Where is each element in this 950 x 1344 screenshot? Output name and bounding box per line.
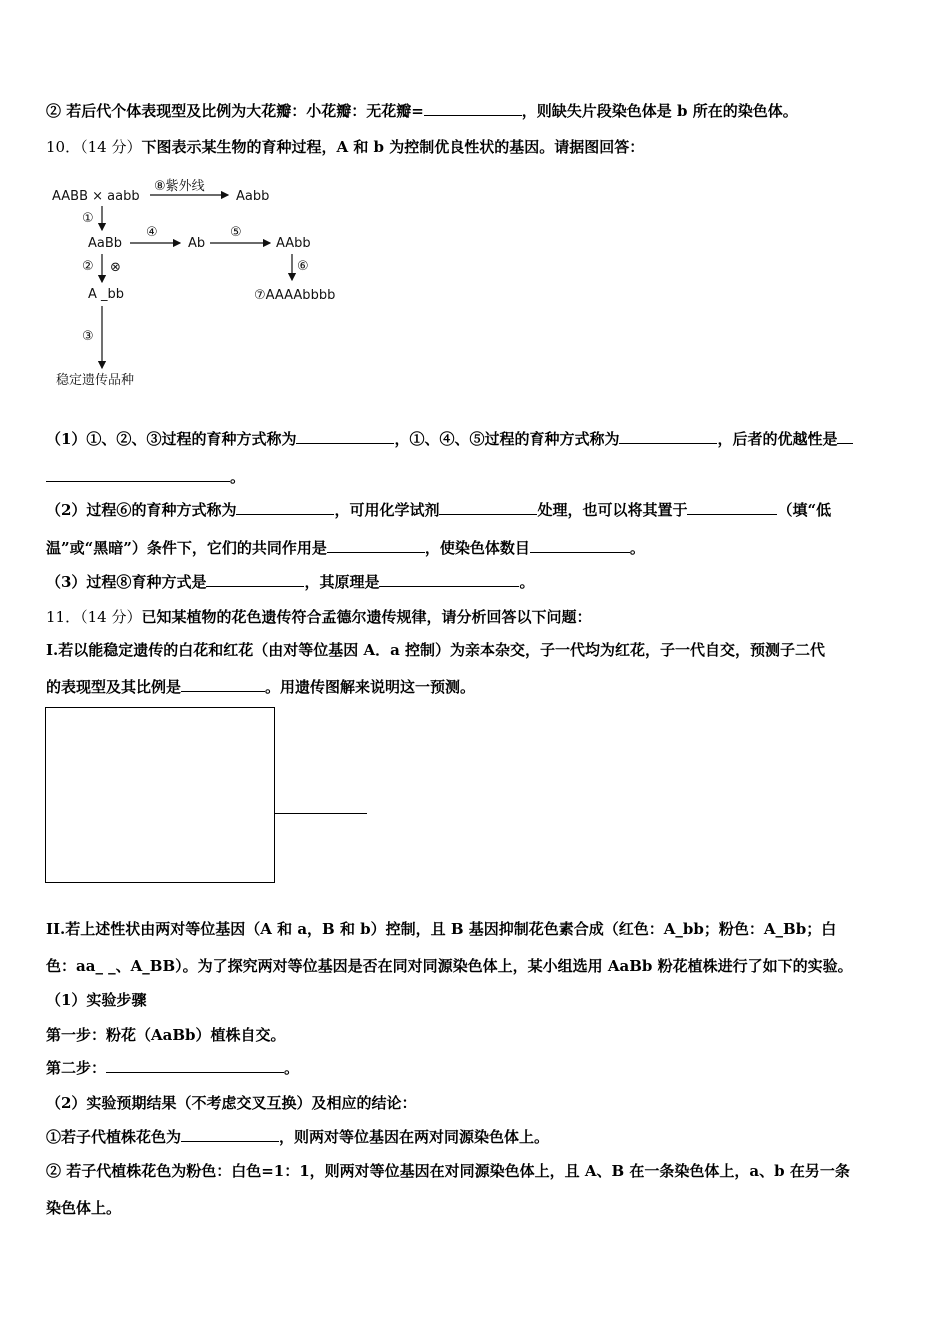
q11-part-ii-line2: 色：aa_ _、A_BB）。为了探究两对等位基因是否在同对同源染色体上，某小组选用 AaBb 粉花植株进行了如下的实验。 (46, 957, 853, 975)
stable-variety: 稳定遗传品种 (56, 373, 135, 388)
tetraploid-genotype: ⑦AAAAbbbb (254, 288, 336, 303)
blank[interactable] (439, 500, 537, 515)
q11-part-i-line1: I.若以能稳定遗传的白花和红花（由对等位基因 A．a 控制）为亲本杂交，子一代均为红花，子一代自交，预测子二代 (46, 641, 826, 659)
results-title: （2）实验预期结果（不考虑交叉互换）及相应的结论： (46, 1094, 417, 1112)
blank[interactable] (296, 429, 394, 444)
f2-genotype: A _bb (88, 287, 125, 302)
q11-part-ii-line1: II.若上述性状由两对等位基因（A 和 a，B 和 b）控制，且 B 基因抑制花色素合成（红色：A_bb；粉色：A_Bb；白 (46, 920, 837, 938)
q10-part1-line2: 。 (46, 467, 245, 487)
parent-cross: AABB × aabb (52, 189, 140, 204)
blank[interactable] (206, 572, 304, 587)
step-two: 第二步： 。 (46, 1059, 300, 1077)
q10-part2-line1: （2）过程⑥的育种方式称为 ，可用化学试剂 处理，也可以将其置于 （填“低 (46, 501, 832, 519)
f1-genotype: AaBb (88, 236, 123, 251)
blank[interactable] (530, 538, 630, 553)
step-4: ④ (146, 225, 158, 240)
step-6: ⑥ (297, 259, 309, 274)
genetic-diagram-answer-box[interactable] (45, 707, 275, 883)
uv-label: ⑧紫外线 (154, 179, 205, 194)
step-5: ⑤ (230, 225, 242, 240)
homozygous-genotype: AAbb (276, 236, 311, 251)
blank[interactable] (181, 1127, 279, 1142)
blank[interactable] (687, 500, 777, 515)
blank[interactable] (236, 500, 334, 515)
blank[interactable] (106, 1058, 284, 1073)
result-2-line1: ② 若子代植株花色为粉色：白色=1：1，则两对等位基因在对同源染色体上，且 A、B 在一条染色体上，a、b 在另一条 (46, 1162, 850, 1180)
question-11-heading: 11．（14 分）已知某植物的花色遗传符合孟德尔遗传规律，请分析回答以下问题： (46, 608, 592, 626)
q10-part1-line1: （1）①、②、③过程的育种方式称为 ，①、④、⑤过程的育种方式称为 ，后者的优越性是 (46, 429, 853, 449)
steps-title: （1）实验步骤 (46, 991, 147, 1009)
question-10-heading: 10．（14 分）下图表示某生物的育种过程，A 和 b 为控制优良性状的基因。请据图回答： (46, 138, 645, 156)
q11-part-i-line2: 的表现型及其比例是 。用遗传图解来说明这一预测。 (46, 678, 476, 696)
blank[interactable] (46, 467, 230, 482)
blank[interactable] (181, 677, 265, 692)
step-1: ① (82, 211, 94, 226)
blank[interactable] (379, 572, 519, 587)
blank[interactable] (424, 101, 522, 116)
q10-part2-line2: 温”或“黑暗”）条件下，它们的共同作用是 ，使染色体数目 。 (46, 539, 645, 557)
step-3: ③ (82, 329, 94, 344)
q10-part3: （3）过程⑧育种方式是 ，其原理是 。 (46, 573, 535, 591)
step-2: ② (82, 259, 94, 274)
selfing-symbol: ⊗ (110, 260, 121, 275)
uv-product: Aabb (236, 189, 270, 204)
pollen-genotype: Ab (188, 236, 206, 251)
result-1: ①若子代植株花色为 ，则两对等位基因在两对同源染色体上。 (46, 1128, 550, 1146)
answer-line (275, 813, 367, 814)
breeding-diagram (50, 172, 350, 392)
blank[interactable] (837, 429, 853, 444)
step-one: 第一步：粉花（AaBb）植株自交。 (46, 1026, 286, 1044)
blank[interactable] (327, 538, 425, 553)
blank[interactable] (619, 429, 717, 444)
answer-line-petals: ② 若后代个体表现型及比例为大花瓣：小花瓣：无花瓣= ，则缺失片段染色体是 b 所在的染色体。 (46, 102, 798, 120)
result-2-line2: 染色体上。 (46, 1199, 122, 1217)
